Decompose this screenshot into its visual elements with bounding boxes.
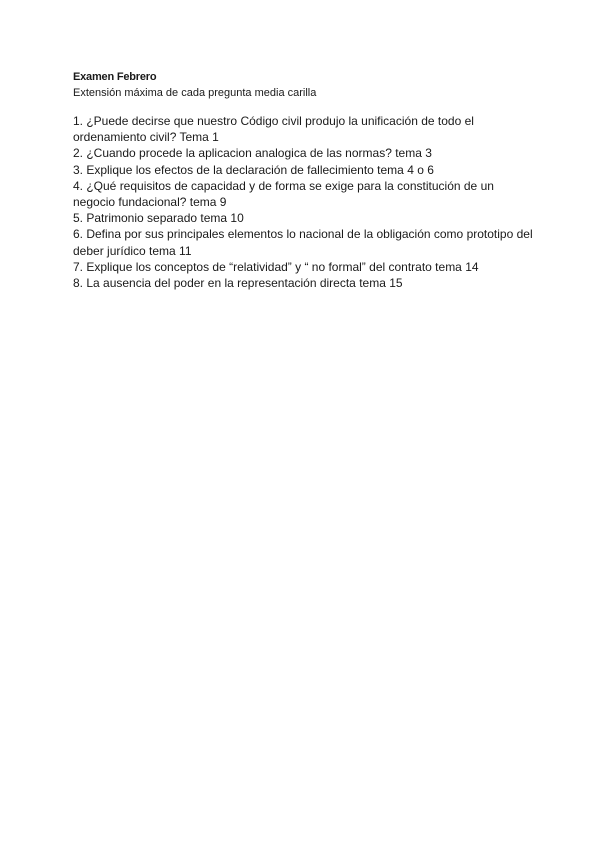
document-subtitle: Extensión máxima de cada pregunta media carilla <box>73 87 317 99</box>
question-item-5: 5. Patrimonio separado tema 10 <box>73 211 244 226</box>
question-item-4: 4. ¿Qué requisitos de capacidad y de forma se exige para la constitución de un negocio fundacional? tema 9 <box>73 178 494 210</box>
document-content <box>73 70 533 291</box>
question-item-2: 2. ¿Cuando procede la aplicacion analogica de las normas? tema 3 <box>73 146 432 161</box>
question-item-6: 6. Defina por sus principales elementos lo nacional de la obligación como prototipo del deber jurídico tema 11 <box>73 227 533 258</box>
document-title: Examen Febrero <box>73 71 157 83</box>
question-item-8: 8. La ausencia del poder en la representación directa tema 15 <box>73 276 403 291</box>
question-item-1: 1. ¿Puede decirse que nuestro Código civil produjo la unificación de todo el ordenamiento civil? Tema 1 <box>73 114 474 145</box>
question-item-3: 3. Explique los efectos de la declaración de fallecimiento tema 4 o 6 <box>73 162 434 177</box>
question-item-7: 7. Explique los conceptos de “relatividad” y “ no formal” del contrato tema 14 <box>73 259 479 274</box>
question-list <box>73 113 533 291</box>
